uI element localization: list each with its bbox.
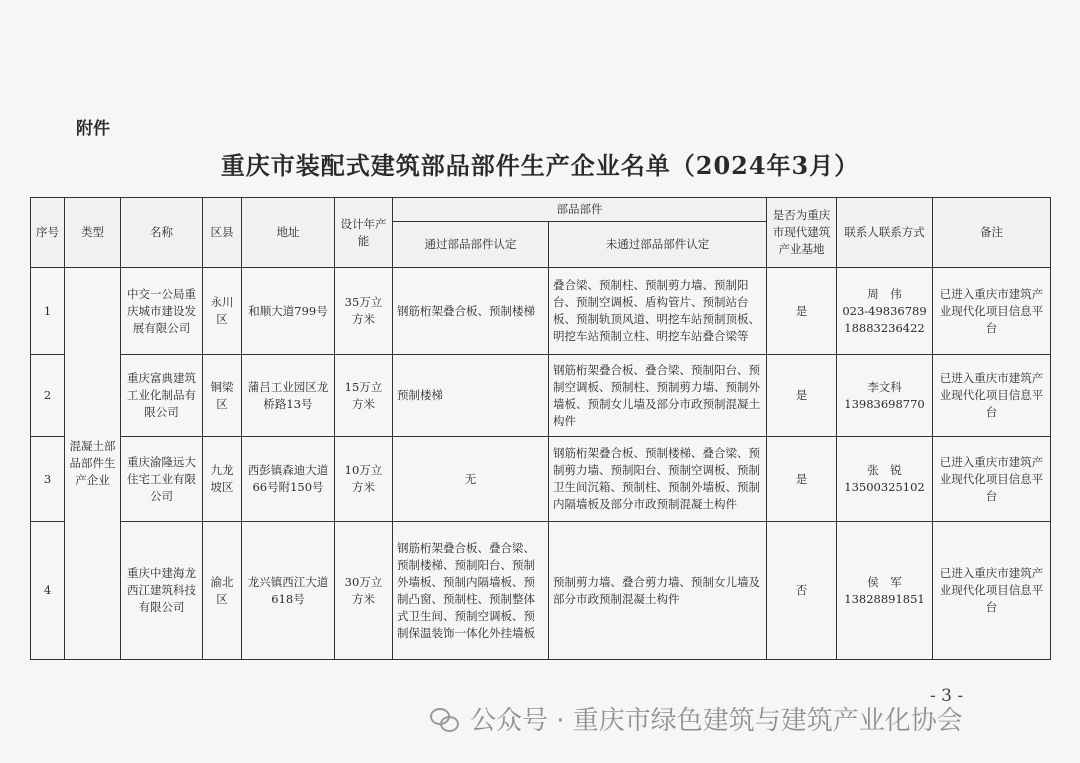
cell-uncertified: 钢筋桁架叠合板、预制楼梯、叠合梁、预制剪力墙、预制阳台、预制空调板、预制卫生间沉箱、预制柱、预制外墙板、预制内隔墙板及部分市政预制混凝土构件: [549, 437, 767, 522]
table-row: [31, 268, 1051, 355]
table-row: [31, 355, 1051, 437]
cell-base: 是: [767, 437, 837, 522]
cell-remark: 已进入重庆市建筑产业现代化项目信息平台: [933, 355, 1051, 437]
contact-phone: 023-49836789 18883236422: [842, 303, 927, 335]
attachment-label: 附件: [76, 119, 110, 139]
cell-district: 渝北区: [203, 522, 242, 660]
cell-base: 否: [767, 522, 837, 660]
cell-uncertified: 预制剪力墙、叠合剪力墙、预制女儿墙及部分市政预制混凝土构件: [549, 522, 767, 660]
header-seq: 序号: [31, 198, 65, 268]
watermark: [430, 700, 963, 737]
contact-phone: 13828891851: [844, 591, 925, 606]
cell-district: 铜梁区: [203, 355, 242, 437]
cell-type: 混凝土部品部件生产企业: [65, 268, 121, 660]
cell-uncertified: 叠合梁、预制柱、预制剪力墙、预制阳台、预制空调板、盾构管片、预制站台板、预制轨顶风道、明挖车站预制顶板、明挖车站预制立柱、明挖车站叠合梁等: [549, 268, 767, 355]
contact-phone: 13983698770: [844, 396, 925, 411]
document-title: 重庆市装配式建筑部品部件生产企业名单（2024年3月）: [220, 151, 860, 180]
cell-seq: 2: [31, 355, 65, 437]
cell-name: 重庆富典建筑工业化制品有限公司: [121, 355, 203, 437]
cell-name: 重庆渝隆远大住宅工业有限公司: [121, 437, 203, 522]
table-row: [31, 522, 1051, 660]
cell-contact: [837, 522, 933, 660]
cell-capacity: 30万立方米: [335, 522, 393, 660]
cell-base: 是: [767, 268, 837, 355]
cell-base: 是: [767, 355, 837, 437]
cell-certified: 钢筋桁架叠合板、预制楼梯: [393, 268, 549, 355]
header-base: 是否为重庆市现代建筑产业基地: [767, 198, 837, 268]
header-remark: 备注: [933, 198, 1051, 268]
cell-remark: 已进入重庆市建筑产业现代化项目信息平台: [933, 268, 1051, 355]
cell-name: 中交一公局重庆城市建设发展有限公司: [121, 268, 203, 355]
cell-seq: 3: [31, 437, 65, 522]
contact-name: 周 伟: [867, 286, 902, 301]
cell-certified: 钢筋桁架叠合板、叠合梁、预制楼梯、预制阳台、预制外墙板、预制内隔墙板、预制凸窗、预制柱、预制整体式卫生间、预制空调板、预制保温装饰一体化外挂墙板: [393, 522, 549, 660]
enterprise-table: [30, 197, 1051, 660]
cell-district: 永川区: [203, 268, 242, 355]
table-row: [31, 437, 1051, 522]
cell-address: 蒲吕工业园区龙桥路13号: [242, 355, 335, 437]
cell-seq: 1: [31, 268, 65, 355]
header-certified: 通过部品部件认定: [393, 222, 549, 268]
cell-capacity: 15万立方米: [335, 355, 393, 437]
cell-address: 和顺大道799号: [242, 268, 335, 355]
cell-remark: 已进入重庆市建筑产业现代化项目信息平台: [933, 522, 1051, 660]
header-contact: 联系人联系方式: [837, 198, 933, 268]
watermark-text: 公众号 · 重庆市绿色建筑与建筑产业化协会: [470, 706, 963, 736]
header-type: 类型: [65, 198, 121, 268]
cell-address: 西彭镇森迪大道66号附150号: [242, 437, 335, 522]
header-name: 名称: [121, 198, 203, 268]
cell-capacity: 10万立方米: [335, 437, 393, 522]
header-uncertified: 未通过部品部件认定: [549, 222, 767, 268]
cell-contact: [837, 355, 933, 437]
contact-name: 张 锐: [867, 463, 902, 477]
cell-contact: [837, 437, 933, 522]
header-capacity: 设计年产能: [335, 198, 393, 268]
header-district: 区县: [203, 198, 242, 268]
contact-name: 侯 军: [867, 574, 902, 589]
cell-seq: 4: [31, 522, 65, 660]
cell-remark: 已进入重庆市建筑产业现代化项目信息平台: [933, 437, 1051, 522]
cell-contact: [837, 268, 933, 355]
wechat-icon: [430, 706, 460, 732]
cell-uncertified: 钢筋桁架叠合板、叠合梁、预制阳台、预制空调板、预制柱、预制剪力墙、预制外墙板、预制女儿墙及部分市政预制混凝土构件: [549, 355, 767, 437]
page-number: - 3 -: [930, 686, 964, 706]
cell-certified: 无: [393, 437, 549, 522]
cell-name: 重庆中建海龙西江建筑科技有限公司: [121, 522, 203, 660]
contact-name: 李文科: [867, 379, 902, 394]
cell-certified: 预制楼梯: [393, 355, 549, 437]
contact-phone: 13500325102: [844, 480, 925, 494]
header-components: 部品部件: [393, 198, 767, 222]
cell-capacity: 35万立方米: [335, 268, 393, 355]
cell-address: 龙兴镇西江大道618号: [242, 522, 335, 660]
header-address: 地址: [242, 198, 335, 268]
cell-district: 九龙坡区: [203, 437, 242, 522]
